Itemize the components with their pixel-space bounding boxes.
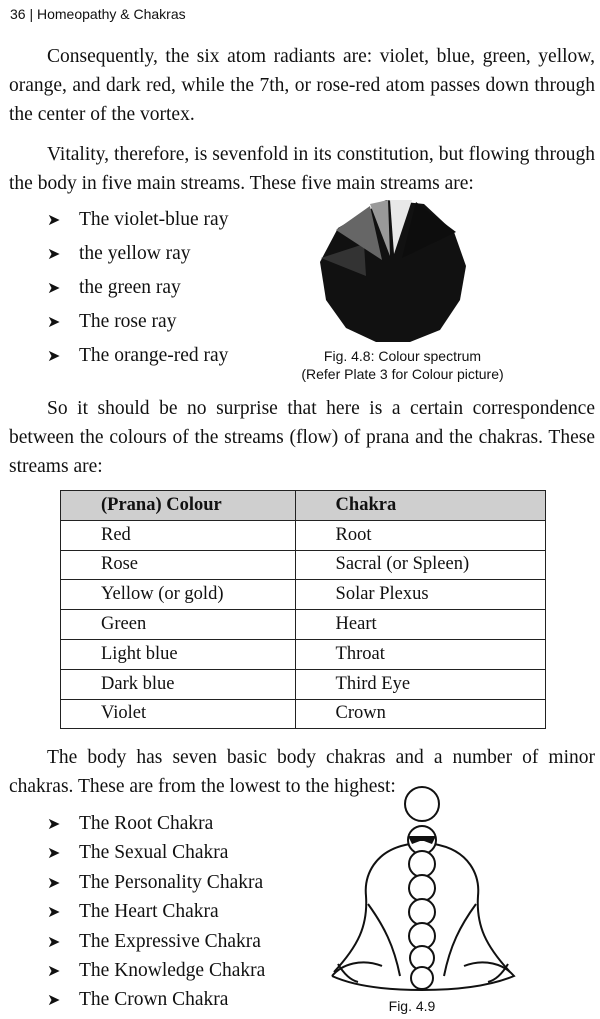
right-arrowhead-icon: ➤	[47, 312, 61, 331]
table-row	[61, 580, 546, 610]
table-row	[61, 639, 546, 669]
colour-chakra-table	[60, 490, 546, 729]
right-arrowhead-icon: ➤	[47, 210, 61, 229]
right-arrowhead-icon: ➤	[47, 902, 61, 922]
book-title: Homeopathy & Chakras	[37, 6, 186, 22]
cell-chakra: Third Eye	[295, 669, 545, 699]
paragraph-correspondence: So it should be no surprise that here is a certain correspondence between the colours of the streams (flow) of prana and the chakras. These streams are:	[9, 398, 595, 477]
colour-spectrum-figure	[316, 196, 476, 344]
cell-colour: Yellow (or gold)	[61, 580, 296, 610]
right-arrowhead-icon: ➤	[47, 244, 61, 263]
list-item	[47, 986, 265, 1015]
chakra-circles	[408, 826, 436, 989]
list-item	[47, 869, 265, 898]
paragraph-vitality: Vitality, therefore, is sevenfold in its constitution, but flowing through the body in five main streams. These five main streams are:	[9, 144, 595, 194]
paragraph-atom-radiants: Consequently, the six atom radiants are: violet, blue, green, yellow, orange, and dark red, while the 7th, or rose-red atom passes down through the center of the vortex.	[9, 46, 595, 125]
list-item	[47, 898, 265, 927]
right-arrowhead-icon: ➤	[47, 960, 61, 980]
cell-colour: Rose	[61, 550, 296, 580]
cell-chakra: Root	[295, 520, 545, 550]
list-item-text: The Sexual Chakra	[79, 842, 229, 864]
list-item-text: the green ray	[79, 277, 181, 298]
list-item	[47, 928, 265, 957]
right-arrowhead-icon: ➤	[47, 843, 61, 863]
figure-caption-colour-spectrum: Fig. 4.8: Colour spectrum (Refer Plate 3 for Colour picture)	[301, 348, 504, 382]
list-item	[47, 273, 228, 307]
paragraph-seven-chakras: The body has seven basic body chakras and a number of minor chakras. These are from the lowest to the highest:	[9, 747, 595, 797]
cell-colour: Dark blue	[61, 669, 296, 699]
column-header-colour: (Prana) Colour	[61, 491, 296, 521]
cell-chakra: Heart	[295, 610, 545, 640]
list-item-text: The rose ray	[79, 311, 177, 332]
list-item	[47, 957, 265, 986]
list-item	[47, 341, 228, 375]
table-row	[61, 669, 546, 699]
running-header	[10, 6, 186, 22]
cell-colour: Light blue	[61, 639, 296, 669]
list-item-text: The Personality Chakra	[79, 871, 264, 893]
header-separator: |	[29, 6, 34, 22]
table-row	[61, 610, 546, 640]
cell-colour: Green	[61, 610, 296, 640]
table-row	[61, 550, 546, 580]
right-arrowhead-icon: ➤	[47, 990, 61, 1010]
table-row	[61, 520, 546, 550]
right-arrowhead-icon: ➤	[47, 814, 61, 833]
table-row	[61, 699, 546, 729]
meditating-figure-illustration	[324, 786, 586, 992]
cell-chakra: Throat	[295, 639, 545, 669]
figure-caption-fig-4-9: Fig. 4.9	[388, 998, 436, 1014]
list-item-text: The Knowledge Chakra	[79, 959, 266, 981]
list-item-text: The Root Chakra	[79, 813, 214, 834]
list-item	[47, 839, 265, 868]
right-arrowhead-icon: ➤	[47, 872, 61, 892]
list-item-text: The orange-red ray	[79, 345, 229, 366]
list-item-text: the yellow ray	[79, 243, 191, 264]
list-item	[47, 239, 228, 273]
table-body	[61, 520, 546, 729]
column-header-chakra: Chakra	[295, 491, 545, 521]
list-item-text: The Expressive Chakra	[79, 930, 261, 952]
cell-colour: Violet	[61, 699, 296, 729]
page-number: 36	[10, 6, 26, 22]
list-item	[47, 205, 228, 239]
table-header-row	[61, 491, 546, 521]
chakra-list	[47, 810, 265, 1016]
right-arrowhead-icon: ➤	[47, 346, 61, 365]
list-item-text: The Crown Chakra	[79, 989, 229, 1011]
ray-list	[47, 205, 228, 375]
list-item-text: The Heart Chakra	[79, 901, 219, 923]
cell-colour: Red	[61, 520, 296, 550]
list-item	[47, 307, 228, 341]
cell-chakra: Solar Plexus	[295, 580, 545, 610]
cell-chakra: Sacral (or Spleen)	[295, 550, 545, 580]
list-item	[47, 810, 265, 839]
right-arrowhead-icon: ➤	[47, 931, 61, 951]
list-item-text: The violet-blue ray	[79, 209, 229, 230]
cell-chakra: Crown	[295, 699, 545, 729]
right-arrowhead-icon: ➤	[47, 278, 61, 297]
